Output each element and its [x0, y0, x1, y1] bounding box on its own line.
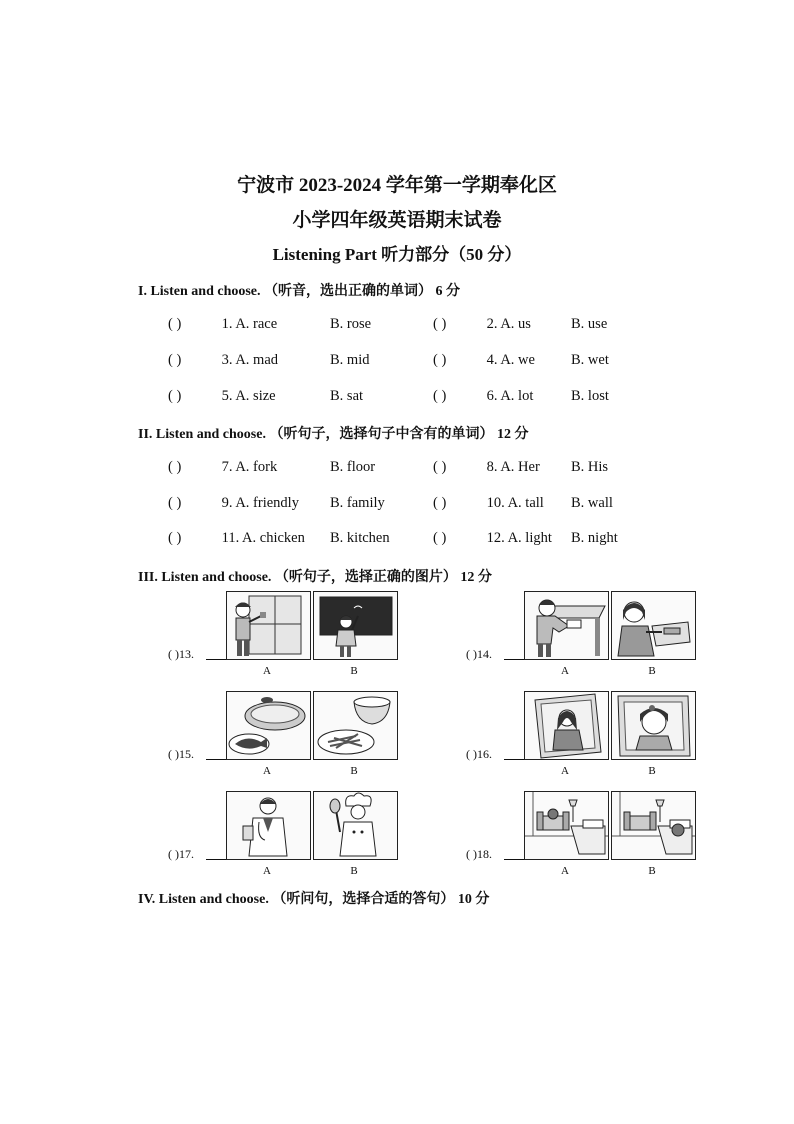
answer-blank[interactable]: ( ): [433, 316, 447, 332]
answer-line: [504, 659, 524, 660]
answer-blank[interactable]: ( ): [168, 388, 182, 404]
picture-16b-girl-photo[interactable]: [611, 691, 696, 760]
option-b: B. His: [571, 459, 609, 475]
question-13-label[interactable]: ( )13.: [168, 647, 194, 661]
question-10: [433, 495, 544, 512]
option-b: B. rose: [330, 316, 372, 332]
caption-b: B: [350, 765, 358, 777]
question-9: [168, 495, 299, 512]
option-b: B. wet: [571, 352, 609, 368]
question-16-label[interactable]: ( )16.: [466, 747, 492, 761]
question-14-label[interactable]: ( )14.: [466, 647, 492, 661]
answer-blank[interactable]: ( ): [168, 495, 182, 511]
picture-17a-doctor[interactable]: [226, 791, 311, 860]
option-a: 10. A. tall: [486, 495, 544, 511]
picture-14a-boy-at-desk[interactable]: [524, 591, 609, 660]
exam-title-line1: 宁波市 2023-2024 学年第一学期奉化区: [237, 175, 557, 196]
picture-13b-writing-blackboard[interactable]: [313, 591, 398, 660]
option-b: B. use: [571, 316, 608, 332]
option-a: 8. A. Her: [486, 459, 540, 475]
answer-line: [206, 859, 226, 860]
question-1: [168, 316, 277, 333]
question-5: [168, 388, 276, 405]
caption-b: B: [648, 665, 656, 677]
caption-a: A: [263, 865, 271, 877]
question-3: [168, 352, 278, 369]
picture-14b-girl-with-bag[interactable]: [611, 591, 696, 660]
section1-heading: I. Listen and choose. （听音，选出正确的单词） 6 分: [138, 284, 461, 299]
answer-blank[interactable]: ( ): [433, 495, 447, 511]
answer-line: [206, 759, 226, 760]
section4-heading: IV. Listen and choose. （听问句，选择合适的答句） 10 分: [138, 892, 490, 907]
caption-a: A: [263, 765, 271, 777]
option-a: 1. A. race: [221, 316, 278, 332]
question-6: [433, 388, 533, 405]
option-a: 6. A. lot: [486, 388, 534, 404]
option-a: 9. A. friendly: [221, 495, 299, 511]
caption-a: A: [561, 665, 569, 677]
answer-blank[interactable]: ( ): [168, 459, 182, 475]
answer-blank[interactable]: ( ): [168, 530, 182, 546]
option-b: B. wall: [571, 495, 613, 511]
option-b: B. family: [330, 495, 385, 511]
picture-18a-bedroom-ball-on-chair[interactable]: [524, 791, 609, 860]
question-4: [433, 352, 535, 369]
option-a: 12. A. light: [486, 530, 552, 546]
answer-blank[interactable]: ( ): [433, 352, 447, 368]
option-b: B. night: [571, 530, 618, 546]
option-a: 7. A. fork: [221, 459, 278, 475]
question-15-label[interactable]: ( )15.: [168, 747, 194, 761]
answer-blank[interactable]: ( ): [168, 352, 182, 368]
option-a: 4. A. we: [486, 352, 535, 368]
question-11: [168, 530, 305, 547]
option-b: B. kitchen: [330, 530, 390, 546]
picture-16a-woman-photo[interactable]: [524, 691, 609, 760]
question-8: [433, 459, 540, 476]
picture-13a-cleaning-window[interactable]: [226, 591, 311, 660]
option-b: B. floor: [330, 459, 376, 475]
option-b: B. mid: [330, 352, 370, 368]
question-7: [168, 459, 277, 476]
question-2: [433, 316, 531, 333]
option-a: 5. A. size: [221, 388, 276, 404]
picture-17b-chef[interactable]: [313, 791, 398, 860]
section2-heading: II. Listen and choose. （听句子，选择句子中含有的单词） 12 分: [138, 427, 529, 442]
caption-a: A: [263, 665, 271, 677]
picture-18b-bedroom-ball-on-bed[interactable]: [611, 791, 696, 860]
option-a: 3. A. mad: [221, 352, 279, 368]
caption-b: B: [648, 865, 656, 877]
answer-blank[interactable]: ( ): [168, 316, 182, 332]
answer-line: [504, 859, 524, 860]
question-17-label[interactable]: ( )17.: [168, 847, 194, 861]
caption-a: A: [561, 865, 569, 877]
picture-15a-soup-and-fish[interactable]: [226, 691, 311, 760]
answer-blank[interactable]: ( ): [433, 459, 447, 475]
option-a: 2. A. us: [486, 316, 531, 332]
answer-blank[interactable]: ( ): [433, 530, 447, 546]
exam-title-line2: 小学四年级英语期末试卷: [292, 210, 502, 231]
caption-b: B: [648, 765, 656, 777]
option-b: B. lost: [571, 388, 609, 404]
answer-blank[interactable]: ( ): [433, 388, 447, 404]
answer-line: [504, 759, 524, 760]
option-a: 11. A. chicken: [221, 530, 305, 546]
option-b: B. sat: [330, 388, 364, 404]
caption-a: A: [561, 765, 569, 777]
caption-b: B: [350, 665, 358, 677]
section3-heading: III. Listen and choose. （听句子，选择正确的图片） 12 分: [138, 570, 492, 585]
listening-part-title: Listening Part 听力部分（50 分）: [272, 245, 522, 264]
picture-15b-rice-and-fries[interactable]: [313, 691, 398, 760]
question-18-label[interactable]: ( )18.: [466, 847, 492, 861]
answer-line: [206, 659, 226, 660]
caption-b: B: [350, 865, 358, 877]
question-12: [433, 530, 552, 547]
